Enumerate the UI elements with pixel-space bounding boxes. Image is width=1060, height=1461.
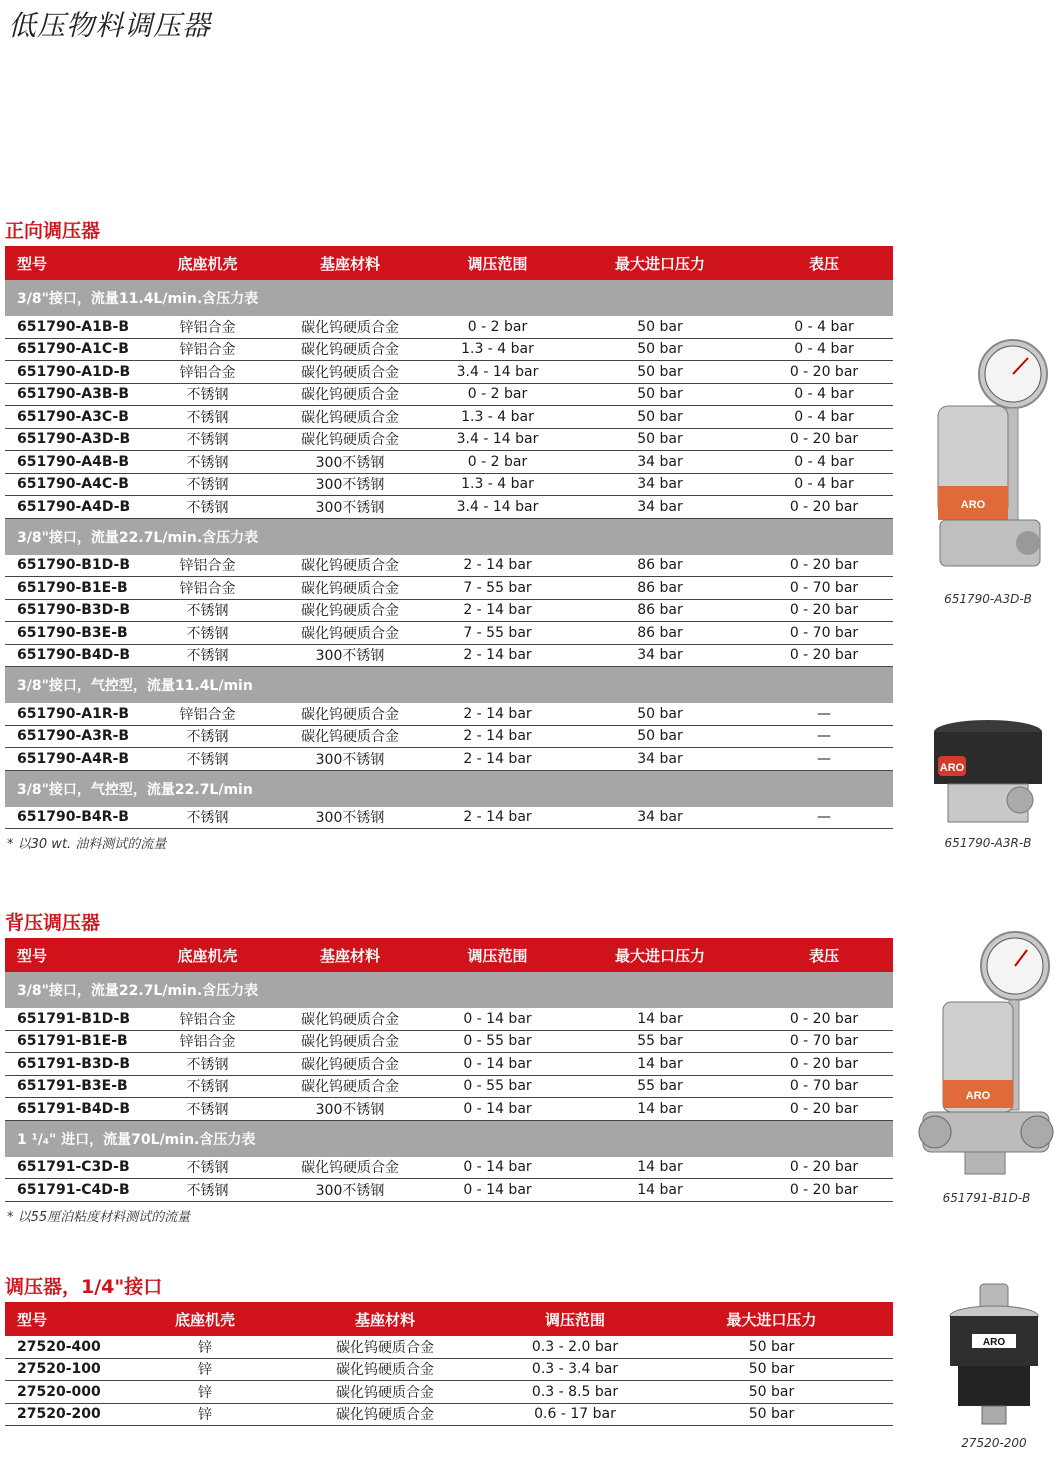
product-caption: 27520-200	[961, 1436, 1027, 1450]
table-cell: 3.4 - 14 bar	[430, 428, 565, 451]
table-cell: 碳化钨硬质合金	[270, 428, 430, 451]
aro-logo: ARO	[982, 1337, 1006, 1348]
column-header: 型号	[17, 1310, 48, 1329]
table-cell: 300不锈钢	[270, 1179, 430, 1202]
table-row	[5, 1157, 893, 1179]
table-cell: 2 - 14 bar	[430, 599, 565, 622]
column-header: 最大进口压力	[614, 946, 705, 965]
group-header-row	[5, 667, 893, 704]
table-cell: 不锈钢	[145, 599, 270, 622]
table-cell: 锌铝合金	[145, 703, 270, 725]
group-label: 3/8"接口，流量22.7L/min.含压力表	[5, 518, 893, 555]
table-cell: 50 bar	[565, 406, 755, 429]
table-row	[5, 1030, 893, 1053]
model-number-cell: 651791-B4D-B	[5, 1098, 145, 1121]
product-image-651791-B1D-B	[915, 930, 1058, 1205]
table-cell: 0.3 - 3.4 bar	[500, 1358, 650, 1381]
table-row	[5, 451, 893, 474]
table-cell: 锌铝合金	[145, 577, 270, 600]
table-cell: 碳化钨硬质合金	[270, 406, 430, 429]
table-cell: 0 - 20 bar	[755, 428, 893, 451]
table-cell: —	[755, 703, 893, 725]
table-cell: 0 - 4 bar	[755, 316, 893, 338]
model-number-cell: 651790-A1R-B	[5, 703, 145, 725]
table-row	[5, 1098, 893, 1121]
table-cell: 50 bar	[565, 725, 755, 748]
column-header: 调压范围	[467, 254, 528, 273]
table-cell: 锌铝合金	[145, 1008, 270, 1030]
model-number-cell: 651791-B1D-B	[5, 1008, 145, 1030]
model-number-cell: 651790-A1B-B	[5, 316, 145, 338]
table-cell: 34 bar	[565, 473, 755, 496]
table-cell: 不锈钢	[145, 496, 270, 519]
table-row	[5, 428, 893, 451]
model-number-cell: 27520-000	[5, 1381, 140, 1404]
table-cell: 0 - 14 bar	[430, 1179, 565, 1202]
table-cell: 0 - 70 bar	[755, 1030, 893, 1053]
table-cell: 0 - 20 bar	[755, 1053, 893, 1076]
table-cell: 锌铝合金	[145, 338, 270, 361]
table-cell: 50 bar	[565, 316, 755, 338]
table-cell: 碳化钨硬质合金	[270, 1336, 500, 1358]
table-cell: 14 bar	[565, 1053, 755, 1076]
model-number-cell: 651790-A1D-B	[5, 361, 145, 384]
aro-logo: ARO	[960, 499, 986, 511]
table-cell: 0 - 20 bar	[755, 1179, 893, 1202]
table-cell: 碳化钨硬质合金	[270, 703, 430, 725]
table-cell: 50 bar	[565, 383, 755, 406]
table-cell: 50 bar	[565, 338, 755, 361]
table-cell: 0.3 - 2.0 bar	[500, 1336, 650, 1358]
table-row	[5, 1053, 893, 1076]
table-cell: 0 - 4 bar	[755, 383, 893, 406]
table-row	[5, 1336, 893, 1358]
table-cell: 不锈钢	[145, 383, 270, 406]
table-cell: 86 bar	[565, 555, 755, 577]
group-label: 3/8"接口，气控型，流量11.4L/min	[5, 667, 893, 704]
model-number-cell: 651790-B4R-B	[5, 807, 145, 829]
table-cell: 0 - 4 bar	[755, 473, 893, 496]
table-row	[5, 622, 893, 645]
model-number-cell: 651791-C3D-B	[5, 1157, 145, 1179]
table-header-row	[5, 246, 893, 280]
table-row	[5, 1358, 893, 1381]
column-header: 型号	[17, 946, 48, 965]
table-cell: 不锈钢	[145, 748, 270, 771]
table-row	[5, 406, 893, 429]
table-cell: 300不锈钢	[270, 451, 430, 474]
table-cell: 50 bar	[565, 428, 755, 451]
section-title: 背压调压器	[5, 912, 101, 934]
footnote: * 以55厘泊粘度材料测试的流量	[7, 1209, 191, 1225]
table-cell: 300不锈钢	[270, 748, 430, 771]
table-cell: 0 - 2 bar	[430, 451, 565, 474]
table-row	[5, 703, 893, 725]
table-row	[5, 1008, 893, 1030]
table-cell: 0 - 20 bar	[755, 1157, 893, 1179]
table-cell: 300不锈钢	[270, 1098, 430, 1121]
table-cell: 0 - 14 bar	[430, 1008, 565, 1030]
table-row	[5, 338, 893, 361]
table-cell: 碳化钨硬质合金	[270, 383, 430, 406]
quarter-inch-regulator-table	[5, 1302, 893, 1426]
model-number-cell: 651790-A4D-B	[5, 496, 145, 519]
table-cell: 碳化钨硬质合金	[270, 338, 430, 361]
section-forward-regulator	[5, 216, 893, 852]
table-row	[5, 644, 893, 667]
table-cell: 锌	[140, 1336, 270, 1358]
table-cell: 0 - 14 bar	[430, 1053, 565, 1076]
table-cell: 0 - 14 bar	[430, 1157, 565, 1179]
table-cell: 碳化钨硬质合金	[270, 725, 430, 748]
column-header: 调压范围	[467, 946, 528, 965]
table-cell: 2 - 14 bar	[430, 644, 565, 667]
page-title: 低压物料调压器	[8, 9, 212, 42]
table-row	[5, 316, 893, 338]
section-title: 调压器，1/4"接口	[5, 1276, 163, 1298]
table-cell: 55 bar	[565, 1075, 755, 1098]
table-cell: 34 bar	[565, 496, 755, 519]
column-header: 调压范围	[544, 1310, 605, 1329]
table-cell: 0 - 55 bar	[430, 1030, 565, 1053]
model-number-cell: 651790-B1E-B	[5, 577, 145, 600]
section-title: 正向调压器	[5, 220, 101, 242]
table-cell: 1.3 - 4 bar	[430, 338, 565, 361]
table-cell: 不锈钢	[145, 406, 270, 429]
quarter-inch-regulator-illustration	[944, 1282, 1044, 1430]
table-cell: 86 bar	[565, 577, 755, 600]
table-cell: 86 bar	[565, 599, 755, 622]
table-cell: 2 - 14 bar	[430, 748, 565, 771]
table-cell: 0 - 4 bar	[755, 451, 893, 474]
table-cell: 0 - 70 bar	[755, 577, 893, 600]
table-cell: 碳化钨硬质合金	[270, 599, 430, 622]
table-cell: 14 bar	[565, 1008, 755, 1030]
table-cell: 不锈钢	[145, 644, 270, 667]
table-cell: 0 - 20 bar	[755, 496, 893, 519]
group-header-row	[5, 280, 893, 316]
table-cell: 34 bar	[565, 748, 755, 771]
group-header-row	[5, 972, 893, 1008]
section-quarter-inch-regulator	[5, 1272, 893, 1426]
model-number-cell: 651790-A3B-B	[5, 383, 145, 406]
table-cell: 0 - 20 bar	[755, 361, 893, 384]
table-cell: 不锈钢	[145, 428, 270, 451]
table-cell: 锌铝合金	[145, 361, 270, 384]
table-cell: 0 - 2 bar	[430, 383, 565, 406]
aro-logo: ARO	[939, 762, 965, 774]
table-cell: 50 bar	[565, 361, 755, 384]
table-cell: 3.4 - 14 bar	[430, 496, 565, 519]
table-cell: 碳化钨硬质合金	[270, 1403, 500, 1426]
column-header: 底座机壳	[177, 946, 238, 965]
air-operated-regulator-illustration	[926, 716, 1050, 830]
table-cell: 0 - 20 bar	[755, 555, 893, 577]
table-cell: 2 - 14 bar	[430, 725, 565, 748]
table-row	[5, 1381, 893, 1404]
table-cell: 锌铝合金	[145, 555, 270, 577]
column-header: 基座材料	[319, 946, 380, 965]
table-cell: 34 bar	[565, 451, 755, 474]
group-label: 3/8"接口，流量11.4L/min.含压力表	[5, 280, 893, 316]
table-cell: 0 - 70 bar	[755, 1075, 893, 1098]
table-cell: 0 - 20 bar	[755, 1098, 893, 1121]
product-image-27520-200	[944, 1282, 1044, 1450]
table-header-row	[5, 1302, 893, 1336]
table-row	[5, 473, 893, 496]
table-cell: 50 bar	[650, 1358, 893, 1381]
table-cell: 1.3 - 4 bar	[430, 406, 565, 429]
table-cell: 锌	[140, 1381, 270, 1404]
table-cell: 0 - 4 bar	[755, 338, 893, 361]
table-cell: 0.6 - 17 bar	[500, 1403, 650, 1426]
table-cell: 300不锈钢	[270, 496, 430, 519]
model-number-cell: 651791-B3D-B	[5, 1053, 145, 1076]
product-image-651790-A3R-B	[926, 716, 1050, 850]
table-cell: 14 bar	[565, 1098, 755, 1121]
table-cell: —	[755, 807, 893, 829]
product-caption: 651791-B1D-B	[942, 1191, 1031, 1205]
table-cell: 碳化钨硬质合金	[270, 361, 430, 384]
column-header: 型号	[17, 254, 48, 273]
table-cell: 不锈钢	[145, 451, 270, 474]
table-row	[5, 748, 893, 771]
table-cell: 不锈钢	[145, 1179, 270, 1202]
table-cell: 锌铝合金	[145, 316, 270, 338]
table-cell: 14 bar	[565, 1157, 755, 1179]
table-cell: 碳化钨硬质合金	[270, 577, 430, 600]
table-cell: 300不锈钢	[270, 807, 430, 829]
forward-regulator-table	[5, 246, 893, 829]
table-cell: 锌	[140, 1358, 270, 1381]
table-cell: 86 bar	[565, 622, 755, 645]
table-cell: 50 bar	[650, 1403, 893, 1426]
model-number-cell: 651790-A3D-B	[5, 428, 145, 451]
model-number-cell: 651790-B3E-B	[5, 622, 145, 645]
model-number-cell: 651790-B1D-B	[5, 555, 145, 577]
table-cell: 55 bar	[565, 1030, 755, 1053]
column-header: 最大进口压力	[726, 1310, 817, 1329]
model-number-cell: 27520-100	[5, 1358, 140, 1381]
table-cell: 碳化钨硬质合金	[270, 316, 430, 338]
table-cell: 不锈钢	[145, 1075, 270, 1098]
table-cell: 不锈钢	[145, 725, 270, 748]
table-cell: 0 - 20 bar	[755, 599, 893, 622]
table-row	[5, 577, 893, 600]
model-number-cell: 27520-400	[5, 1336, 140, 1358]
group-label: 3/8"接口，流量22.7L/min.含压力表	[5, 972, 893, 1008]
table-cell: 0.3 - 8.5 bar	[500, 1381, 650, 1404]
model-number-cell: 651790-A1C-B	[5, 338, 145, 361]
group-label: 3/8"接口，气控型，流量22.7L/min	[5, 770, 893, 807]
gauge-regulator-illustration	[918, 336, 1058, 586]
product-caption: 651790-A3D-B	[944, 592, 1032, 606]
column-header: 底座机壳	[177, 254, 238, 273]
table-cell: 50 bar	[650, 1336, 893, 1358]
column-header: 最大进口压力	[614, 254, 705, 273]
model-number-cell: 651790-B3D-B	[5, 599, 145, 622]
group-header-row	[5, 770, 893, 807]
table-cell: 0 - 2 bar	[430, 316, 565, 338]
table-row	[5, 555, 893, 577]
table-cell: 碳化钨硬质合金	[270, 622, 430, 645]
table-row	[5, 496, 893, 519]
product-caption: 651790-A3R-B	[944, 836, 1032, 850]
table-cell: 不锈钢	[145, 1098, 270, 1121]
model-number-cell: 651791-C4D-B	[5, 1179, 145, 1202]
table-row	[5, 599, 893, 622]
table-cell: 14 bar	[565, 1179, 755, 1202]
table-cell: 碳化钨硬质合金	[270, 1008, 430, 1030]
column-header: 基座材料	[354, 1310, 415, 1329]
column-header: 底座机壳	[174, 1310, 235, 1329]
footnote: * 以30 wt. 油料测试的流量	[7, 837, 167, 852]
table-cell: 碳化钨硬质合金	[270, 1358, 500, 1381]
column-header: 表压	[808, 946, 839, 965]
table-row	[5, 725, 893, 748]
table-cell: 300不锈钢	[270, 644, 430, 667]
group-header-row	[5, 518, 893, 555]
table-cell: 碳化钨硬质合金	[270, 1075, 430, 1098]
model-number-cell: 651790-A4B-B	[5, 451, 145, 474]
table-cell: 锌铝合金	[145, 1030, 270, 1053]
table-cell: 0 - 20 bar	[755, 1008, 893, 1030]
table-row	[5, 1075, 893, 1098]
model-number-cell: 651790-A4C-B	[5, 473, 145, 496]
table-cell: 碳化钨硬质合金	[270, 1053, 430, 1076]
table-cell: 碳化钨硬质合金	[270, 555, 430, 577]
table-cell: 0 - 70 bar	[755, 622, 893, 645]
table-cell: 2 - 14 bar	[430, 807, 565, 829]
table-cell: —	[755, 748, 893, 771]
table-cell: 碳化钨硬质合金	[270, 1030, 430, 1053]
aro-logo: ARO	[965, 1090, 991, 1102]
group-label: 1 ¹/₄" 进口，流量70L/min.含压力表	[5, 1120, 893, 1157]
table-cell: 不锈钢	[145, 622, 270, 645]
model-number-cell: 651790-A3R-B	[5, 725, 145, 748]
model-number-cell: 651791-B3E-B	[5, 1075, 145, 1098]
table-cell: 2 - 14 bar	[430, 555, 565, 577]
table-cell: 2 - 14 bar	[430, 703, 565, 725]
table-row	[5, 383, 893, 406]
table-cell: 300不锈钢	[270, 473, 430, 496]
table-cell: 34 bar	[565, 644, 755, 667]
table-row	[5, 807, 893, 829]
model-number-cell: 651790-B4D-B	[5, 644, 145, 667]
table-cell: 50 bar	[565, 703, 755, 725]
column-header: 表压	[808, 254, 839, 273]
back-pressure-regulator-illustration	[915, 930, 1058, 1185]
model-number-cell: 651790-A3C-B	[5, 406, 145, 429]
table-cell: 0 - 55 bar	[430, 1075, 565, 1098]
table-cell: 碳化钨硬质合金	[270, 1381, 500, 1404]
table-cell: 7 - 55 bar	[430, 622, 565, 645]
table-row	[5, 1403, 893, 1426]
model-number-cell: 651791-B1E-B	[5, 1030, 145, 1053]
table-cell: 50 bar	[650, 1381, 893, 1404]
table-cell: 34 bar	[565, 807, 755, 829]
section-back-pressure-regulator	[5, 908, 893, 1225]
table-cell: 1.3 - 4 bar	[430, 473, 565, 496]
table-cell: 不锈钢	[145, 1053, 270, 1076]
table-cell: 7 - 55 bar	[430, 577, 565, 600]
column-header: 基座材料	[319, 254, 380, 273]
table-row	[5, 361, 893, 384]
table-header-row	[5, 938, 893, 972]
product-image-651790-A3D-B	[918, 336, 1058, 606]
table-cell: 锌	[140, 1403, 270, 1426]
table-cell: 不锈钢	[145, 1157, 270, 1179]
table-cell: 不锈钢	[145, 473, 270, 496]
table-cell: 0 - 14 bar	[430, 1098, 565, 1121]
table-cell: 不锈钢	[145, 807, 270, 829]
back-pressure-regulator-table	[5, 938, 893, 1202]
table-cell: —	[755, 725, 893, 748]
table-cell: 3.4 - 14 bar	[430, 361, 565, 384]
table-cell: 碳化钨硬质合金	[270, 1157, 430, 1179]
table-cell: 0 - 20 bar	[755, 644, 893, 667]
model-number-cell: 27520-200	[5, 1403, 140, 1426]
group-header-row	[5, 1120, 893, 1157]
model-number-cell: 651790-A4R-B	[5, 748, 145, 771]
table-cell: 0 - 4 bar	[755, 406, 893, 429]
table-row	[5, 1179, 893, 1202]
